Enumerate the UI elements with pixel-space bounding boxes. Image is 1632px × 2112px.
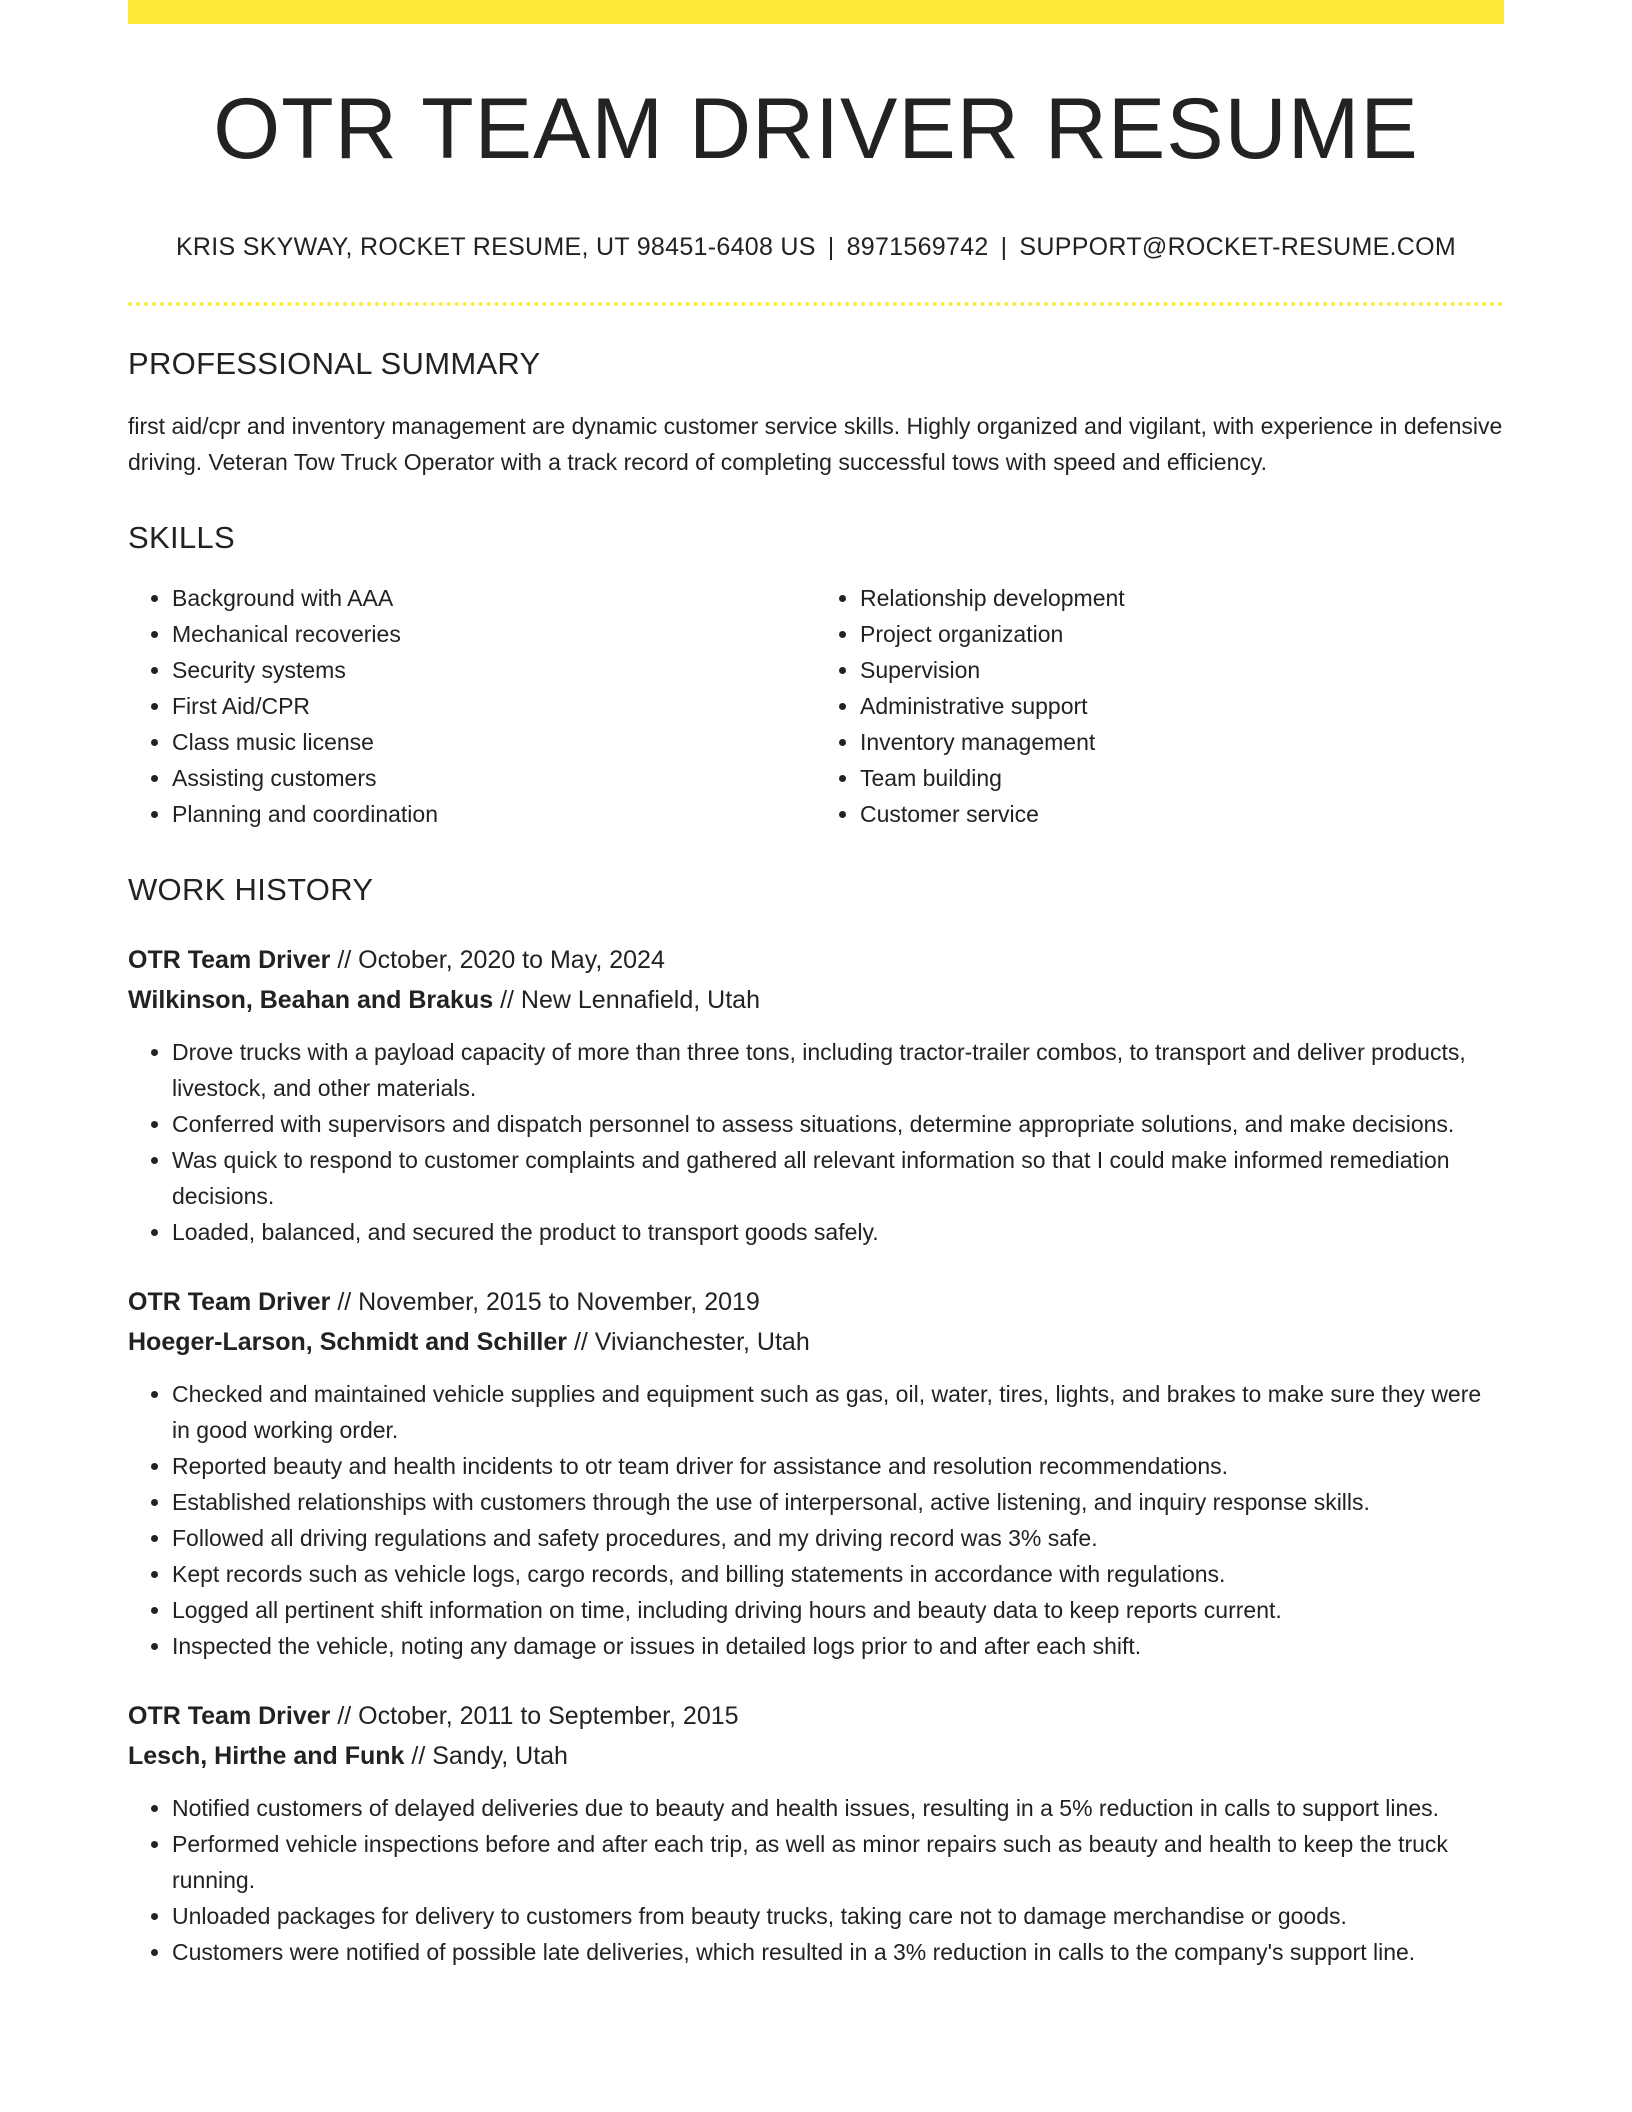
contact-address: KRIS SKYWAY, ROCKET RESUME, UT 98451-6408 US [175,232,816,261]
job-bullet: • Loaded, balanced, and secured the product to transport goods safely. [172,1214,1504,1250]
resume-page [128,0,1504,1970]
job-entry [128,940,1504,1250]
dotted-divider [128,302,1504,306]
job-dates: // October, 2020 to May, 2024 [337,945,665,974]
skill-item: • Class music license [172,724,816,760]
job-bullet: • Checked and maintained vehicle supplies and equipment such as gas, oil, water, tires, lights, and brakes to make sure they were in good working order. [172,1376,1504,1448]
skill-item: • Background with AAA [172,580,816,616]
contact-separator: | [827,232,835,261]
job-bullet: • Followed all driving regulations and safety procedures, and my driving record was 3% safe. [172,1520,1504,1556]
job-bullet: • Reported beauty and health incidents to otr team driver for assistance and resolution recommendations. [172,1448,1504,1484]
contact-separator: | [1000,232,1008,261]
skills-list-left [128,580,816,832]
accent-bar [128,0,1504,24]
resume-title: OTR TEAM DRIVER RESUME [213,81,1419,177]
job-title: OTR Team Driver [128,1701,331,1730]
skill-item: • Supervision [860,652,1504,688]
job-bullet: • Unloaded packages for delivery to customers from beauty trucks, taking care not to damage merchandise or goods. [172,1898,1504,1934]
skill-item: • First Aid/CPR [172,688,816,724]
skill-item: • Team building [860,760,1504,796]
job-location: // Vivianchester, Utah [573,1327,810,1356]
skill-item: • Administrative support [860,688,1504,724]
job-title-line [128,940,1504,980]
contact-phone: 8971569742 [846,232,989,261]
summary-heading: PROFESSIONAL SUMMARY [128,345,541,381]
job-title: OTR Team Driver [128,1287,331,1316]
job-bullet: • Inspected the vehicle, noting any damage or issues in detailed logs prior to and after each shift. [172,1628,1504,1664]
job-bullets [128,1034,1504,1250]
job-company: Lesch, Hirthe and Funk [128,1741,405,1770]
job-title-line [128,1282,1504,1322]
job-bullet: • Performed vehicle inspections before and after each trip, as well as minor repairs such as beauty and health to keep the truck running. [172,1826,1504,1898]
job-bullet: • Was quick to respond to customer complaints and gathered all relevant information so that I could make informed remediation decisions. [172,1142,1504,1214]
job-entry [128,1696,1504,1970]
job-company: Hoeger-Larson, Schmidt and Schiller [128,1327,567,1356]
job-entry [128,1282,1504,1664]
contact-email: SUPPORT@ROCKET-RESUME.COM [1019,232,1457,261]
skill-item: • Assisting customers [172,760,816,796]
skill-item: • Relationship development [860,580,1504,616]
job-location: // New Lennafield, Utah [500,985,760,1014]
job-company-line [128,1736,1504,1776]
job-bullet: • Conferred with supervisors and dispatch personnel to assess situations, determine appropriate solutions, and make decisions. [172,1106,1504,1142]
job-bullet: • Kept records such as vehicle logs, cargo records, and billing statements in accordance with regulations. [172,1556,1504,1592]
job-bullets [128,1376,1504,1664]
job-bullet: • Customers were notified of possible late deliveries, which resulted in a 3% reduction in calls to the company's support line. [172,1934,1504,1970]
skill-item: • Customer service [860,796,1504,832]
work-heading: WORK HISTORY [128,871,374,907]
job-dates: // November, 2015 to November, 2019 [337,1287,760,1316]
job-dates: // October, 2011 to September, 2015 [337,1701,739,1730]
job-location: // Sandy, Utah [411,1741,568,1770]
job-company: Wilkinson, Beahan and Brakus [128,985,494,1014]
job-title-line [128,1696,1504,1736]
skill-item: • Mechanical recoveries [172,616,816,652]
job-company-line [128,980,1504,1020]
job-bullet: • Logged all pertinent shift information on time, including driving hours and beauty data to keep reports current. [172,1592,1504,1628]
skills-heading: SKILLS [128,519,235,555]
skill-item: • Project organization [860,616,1504,652]
job-bullet: • Established relationships with customers through the use of interpersonal, active listening, and inquiry response skills. [172,1484,1504,1520]
skills-list-right [816,580,1504,832]
contact-line [128,233,1504,262]
job-bullets [128,1790,1504,1970]
skill-item: • Security systems [172,652,816,688]
skill-item: • Planning and coordination [172,796,816,832]
skill-item: • Inventory management [860,724,1504,760]
summary-text: first aid/cpr and inventory management are dynamic customer service skills. Highly organized and vigilant, with experience in defensive driving. Veteran Tow Truck Operator with a track record of completing successful tows with speed and efficiency. [128,412,1503,475]
skills-columns [128,580,1504,832]
job-company-line [128,1322,1504,1362]
job-bullet: • Drove trucks with a payload capacity of more than three tons, including tractor-trailer combos, to transport and deliver products, livestock, and other materials. [172,1034,1504,1106]
job-bullet: • Notified customers of delayed deliveries due to beauty and health issues, resulting in a 5% reduction in calls to support lines. [172,1790,1504,1826]
job-title: OTR Team Driver [128,945,331,974]
